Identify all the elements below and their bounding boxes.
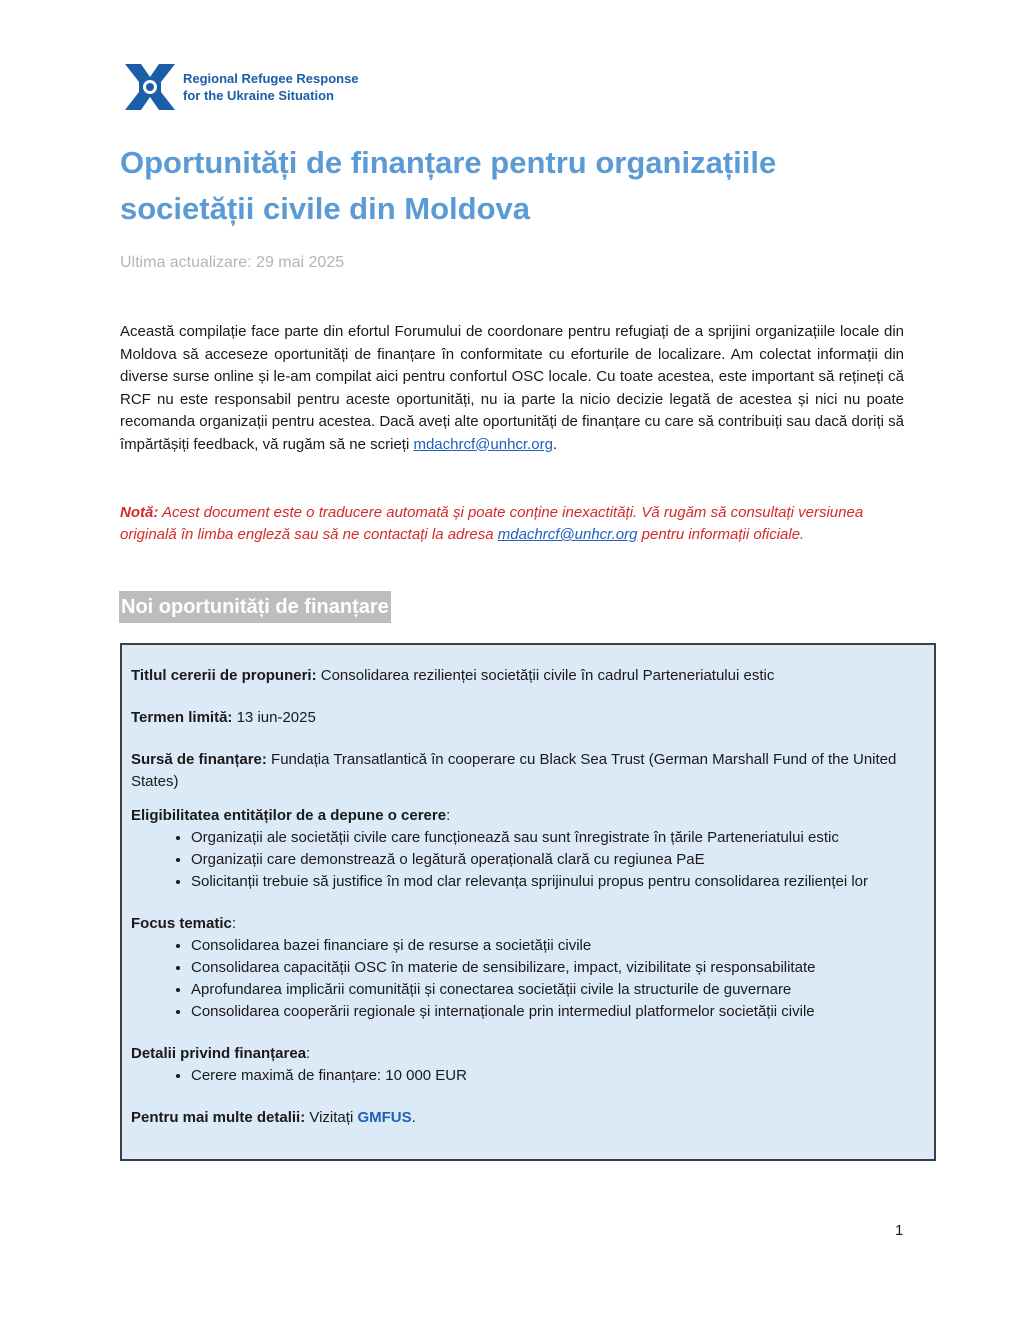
focus-colon: : [231, 915, 237, 932]
deadline [131, 707, 927, 729]
logo-line-1: Regional Refugee Response [183, 71, 359, 86]
intro-paragraph [120, 321, 904, 456]
deadline-value: 13 iun-2025 [232, 709, 316, 726]
source-label: Sursă de finanțare: [131, 751, 267, 768]
page-number: 1 [895, 1222, 904, 1239]
list-item: • Consolidarea capacității OSC în materie de sensibilizare, impact, vizibilitate și responsabilitate [191, 957, 927, 979]
more-details [131, 1107, 927, 1129]
list-item: • Solicitanții trebuie să justifice în mod clar relevanța sprijinului propus pentru consolidarea rezilienței lor [191, 871, 927, 893]
funding-heading [131, 1043, 927, 1065]
focus-list [131, 935, 927, 1023]
rrp-emblem-icon [121, 58, 179, 116]
note-end: pentru informații oficiale. [637, 526, 805, 543]
note-email-link[interactable]: mdachrcf@unhcr.org [497, 526, 638, 543]
translation-note [120, 502, 904, 546]
intro-email-link[interactable]: mdachrcf@unhcr.org [413, 435, 553, 453]
funding-list [131, 1065, 927, 1087]
list-item: • Cerere maximă de finanțare: 10 000 EUR [191, 1065, 927, 1087]
call-title-label: Titlul cererii de propuneri: [131, 667, 317, 684]
source-value: Fundația Transatlantică în cooperare cu Black Sea Trust (German Marshall Fund of the United States) [131, 751, 897, 790]
list-item: • Aprofundarea implicării comunității și conectarea societății civile la structurile de guvernare [191, 979, 927, 1001]
last-updated: Ultima actualizare: 29 mai 2025 [120, 254, 345, 271]
eligibility-heading [131, 805, 927, 827]
intro-text: Această compilație face parte din efortul Forumului de coordonare pentru refugiați de a sprijini organizațiile locale din Moldova să acceseze oportunități de finanțare în conformitate cu eforturile de localizare. Am colectat informații din diverse surse online și le-am compilat aici pentru confortul OSC locale. Cu toate acestea, este important să rețineți că RCF nu este responsabil pentru aceste oportunități, nu ia parte la nicio decizie legată de acestea și nici nu poate recomanda organizații pentru acestea. Dacă aveți alte oportunități de finanțare cu care să contribuiți sau dacă doriți să împărtășiți feedback, vă rugăm să ne scrieți [120, 323, 904, 453]
call-title [131, 665, 927, 687]
eligibility-list [131, 827, 927, 893]
details-label: Pentru mai multe detalii: [131, 1109, 306, 1126]
note-label: Notă: [120, 504, 159, 521]
opportunity-box [120, 643, 936, 1161]
call-title-value: Consolidarea rezilienței societății civile în cadrul Parteneriatului estic [316, 667, 775, 684]
funding-label: Detalii privind finanțarea [131, 1045, 307, 1062]
rrp-logo [121, 58, 359, 116]
funding-source [131, 749, 927, 793]
details-text: Vizitați [305, 1109, 358, 1126]
list-item: • Consolidarea bazei financiare și de resurse a societății civile [191, 935, 927, 957]
focus-label: Focus tematic [131, 915, 232, 932]
gmfus-link[interactable]: GMFUS [357, 1109, 412, 1126]
section-heading: Noi oportunități de finanțare [119, 591, 391, 623]
list-item: • Organizații ale societății civile care funcționează sau sunt înregistrate în țările Parteneriatului estic [191, 827, 927, 849]
funding-colon: : [306, 1045, 311, 1062]
logo-line-2: for the Ukraine Situation [183, 88, 334, 103]
document-title: Oportunități de finanțare pentru organizațiile societății civile din Moldova [120, 145, 777, 226]
note-text: Acest document este o traducere automată și poate conține inexactități. Vă rugăm să consultați versiunea originală în limba engleză sau să ne contactați la adresa [120, 504, 864, 543]
logo-text [183, 70, 359, 104]
intro-end: . [552, 435, 558, 453]
deadline-label: Termen limită: [131, 709, 233, 726]
eligibility-label: Eligibilitatea entităților de a depune o cerere [131, 807, 447, 824]
list-item: • Consolidarea cooperării regionale și internaționale prin intermediul platformelor societății civile [191, 1001, 927, 1023]
focus-heading [131, 913, 927, 935]
list-item: • Organizații care demonstrează o legătură operațională clară cu regiunea PaE [191, 849, 927, 871]
details-end: . [411, 1109, 416, 1126]
eligibility-colon: : [446, 807, 451, 824]
